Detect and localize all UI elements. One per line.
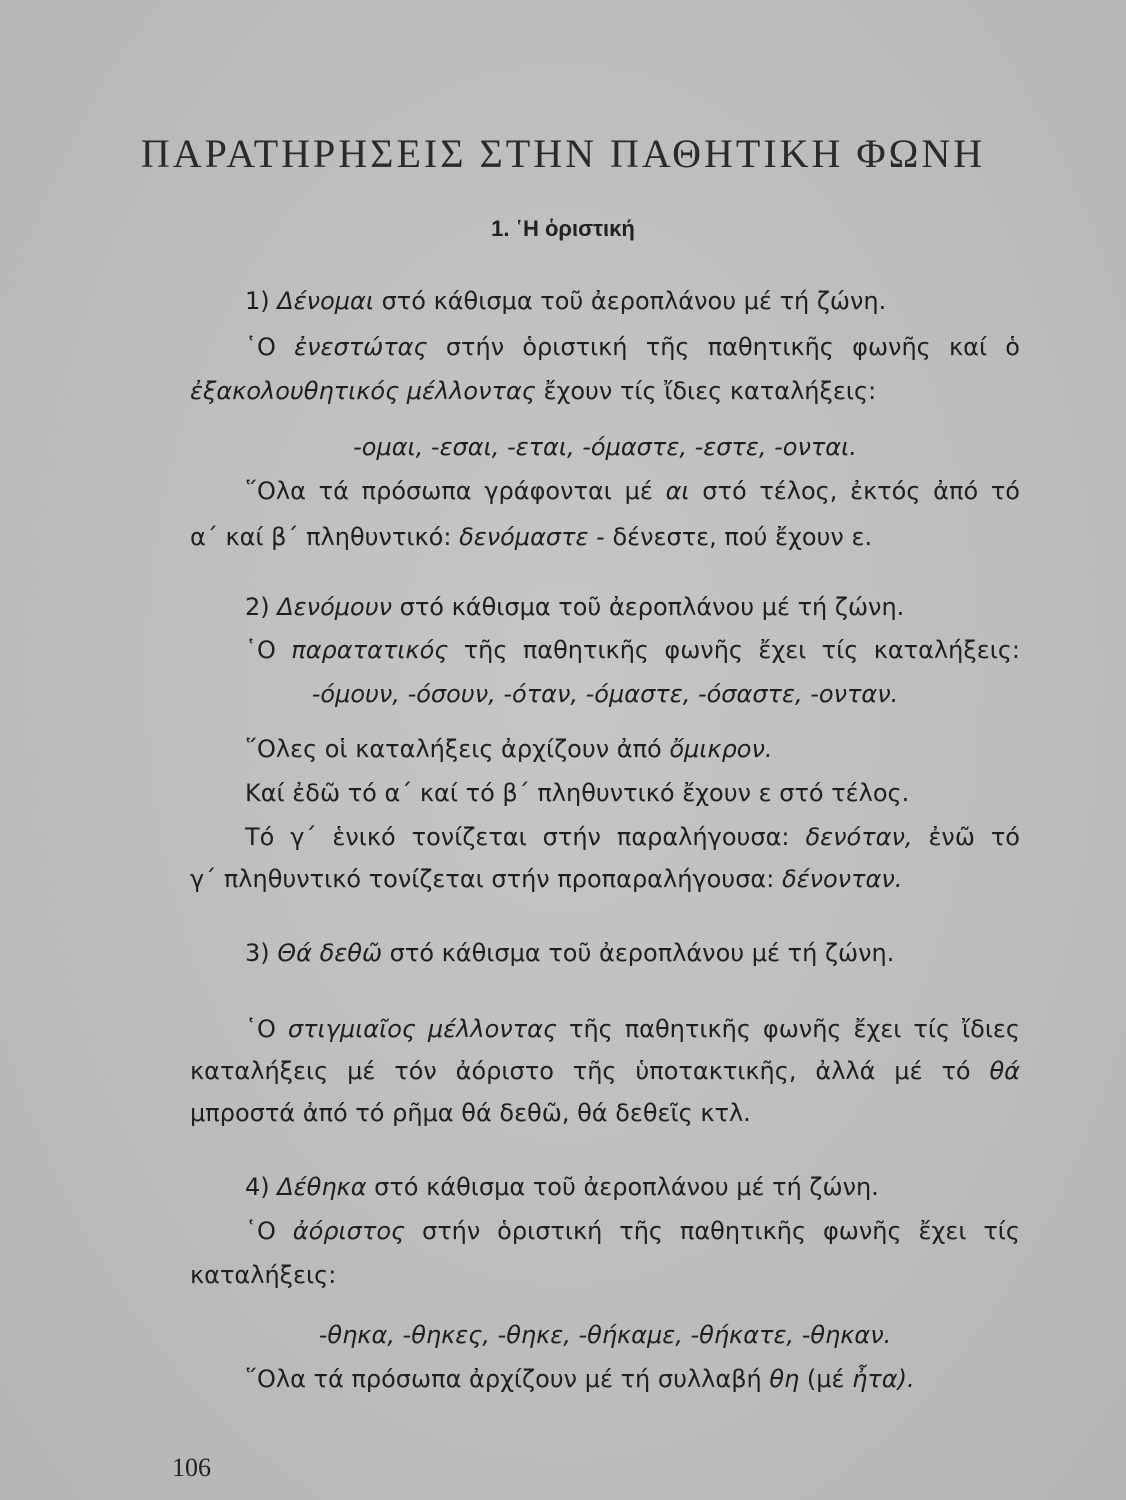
s2-l2-a: ῾Ο (245, 636, 292, 664)
s2-l4-it: ὄμικρον. (669, 735, 773, 763)
s3-l3-it: θά (989, 1057, 1020, 1085)
s3-l2-it: στιγμιαῖος μέλλοντας (287, 1015, 558, 1043)
s2-endings: -όμουν, -όσουν, -όταν, -όμαστε, -όσαστε, -ονταν. (311, 680, 899, 708)
s4-example-verb: Δέθηκα (277, 1173, 367, 1201)
s2-example-line (245, 590, 1020, 624)
s3-text-line-2 (245, 1012, 1020, 1046)
s4-l5-a: ῞Ολα τά πρόσωπα ἀρχίζουν μέ τή συλλαβή (245, 1365, 770, 1393)
s2-text-line-6 (245, 820, 1020, 854)
s1-example-verb: Δένομαι (277, 287, 374, 315)
s3-example-verb: Θά δεθῶ (277, 939, 383, 967)
page-title: ΠΑΡΑΤΗΡΗΣΕΙΣ ΣΤΗΝ ΠΑΘΗΤΙΚΗ ΦΩΝΗ (140, 131, 986, 176)
s1-text-line-5 (245, 474, 1020, 508)
s3-text-line-4: μπροστά ἀπό τό ρῆμα θά δεθῶ, θά δεθεῖς κτλ. (190, 1099, 751, 1127)
s1-number: 1) (245, 287, 278, 315)
s4-l2-b: στήν ὁριστική τῆς παθητικῆς φωνῆς ἔχει τίς (405, 1217, 1020, 1245)
s3-example-rest: στό κάθισμα τοῦ ἀεροπλάνου μέ τή ζώνη. (382, 939, 895, 967)
s2-l6-it: δενόταν, (805, 823, 913, 851)
s2-example-rest: στό κάθισμα τοῦ ἀεροπλάνου μέ τή ζώνη. (392, 593, 905, 621)
s1-l2-c: στήν ὁριστική τῆς παθητικῆς φωνῆς καί ὁ (427, 333, 1020, 361)
s2-text-line-4 (245, 732, 1020, 766)
s1-l6-it: δενόμαστε (459, 523, 589, 551)
s1-l3-b: ἔχουν τίς ἴδιες καταλήξεις: (535, 377, 877, 405)
s2-text-line-2 (245, 633, 1020, 667)
s2-l7-it: δένονταν. (781, 865, 903, 893)
s2-example-verb: Δενόμουν (277, 593, 392, 621)
s4-l2-it: ἀόριστος (292, 1217, 406, 1245)
s1-text-line-6 (190, 520, 1020, 554)
s4-text-line-2 (245, 1214, 1020, 1248)
s1-l2-a: ῾Ο (245, 333, 295, 361)
s2-l6-a: Τό γ΄ ἑνικό τονίζεται στήν παραλήγουσα: (245, 823, 806, 851)
s1-text-line-3 (190, 374, 1020, 408)
s2-l2-term: παρατατικός (291, 636, 449, 664)
s3-l2-b: τῆς παθητικῆς φωνῆς ἔχει τίς ἴδιες (557, 1015, 1020, 1043)
s3-l2-a: ῾Ο (245, 1015, 288, 1043)
s2-number: 2) (245, 593, 278, 621)
s1-text-line-2 (245, 330, 1020, 364)
s1-l6-a: α΄ καί β΄ πληθυντικό: (190, 523, 460, 551)
s4-l5-it: θη (769, 1365, 800, 1393)
section-subtitle: 1. ῾Η ὁριστική (491, 216, 635, 241)
s2-l7-a: γ΄ πληθυντικό τονίζεται στήν προπαραλήγουσα: (190, 865, 782, 893)
s4-number: 4) (245, 1173, 278, 1201)
s1-example-rest: στό κάθισμα τοῦ ἀεροπλάνου μέ τή ζώνη. (373, 287, 887, 315)
s1-l2-term: ἐνεστώτας (294, 333, 428, 361)
s4-example-rest: στό κάθισμα τοῦ ἀεροπλάνου μέ τή ζώνη. (366, 1173, 879, 1201)
s1-l5-it: αι (665, 477, 690, 505)
s4-endings: -θηκα, -θηκες, -θηκε, -θήκαμε, -θήκατε, -θηκαν. (318, 1321, 892, 1349)
s1-l5-b: στό τέλος, ἐκτός ἀπό τό (689, 477, 1020, 505)
s4-text-line-5 (245, 1362, 1020, 1396)
s3-text-line-3 (190, 1054, 1020, 1088)
s4-l5-it2: ἦτα). (852, 1365, 915, 1393)
s2-text-line-5: Καί ἐδῶ τό α΄ καί τό β΄ πληθυντικό ἔχουν ε στό τέλος. (245, 779, 910, 807)
s1-l3-term: ἐξακολουθητικός μέλλοντας (190, 377, 536, 405)
s4-l2-a: ῾Ο (245, 1217, 293, 1245)
s2-text-line-7 (190, 862, 1020, 896)
s3-example-line (245, 936, 1020, 970)
s1-l6-b: - δένεστε, πού ἔχουν ε. (588, 523, 873, 551)
s3-number: 3) (245, 939, 278, 967)
s4-example-line (245, 1170, 1020, 1204)
page-number: 106 (172, 1453, 211, 1482)
s2-l2-c: τῆς παθητικῆς φωνῆς ἔχει τίς καταλήξεις: (448, 636, 1020, 664)
s1-example-line (245, 284, 1020, 318)
s3-l3-a: καταλήξεις μέ τόν ἀόριστο τῆς ὑποτακτικῆς, ἀλλά μέ τό (190, 1057, 990, 1085)
s1-endings: -ομαι, -εσαι, -εται, -όμαστε, -εστε, -ονται. (353, 433, 857, 461)
s1-l5-a: ῞Ολα τά πρόσωπα γράφονται μέ (245, 477, 666, 505)
s2-l4-a: ῞Ολες οἱ καταλήξεις ἀρχίζουν ἀπό (245, 735, 670, 763)
s4-l5-b: (μέ (799, 1365, 853, 1393)
s4-text-line-3: καταλήξεις: (190, 1261, 337, 1289)
s2-l6-b: ἐνῶ τό (912, 823, 1020, 851)
